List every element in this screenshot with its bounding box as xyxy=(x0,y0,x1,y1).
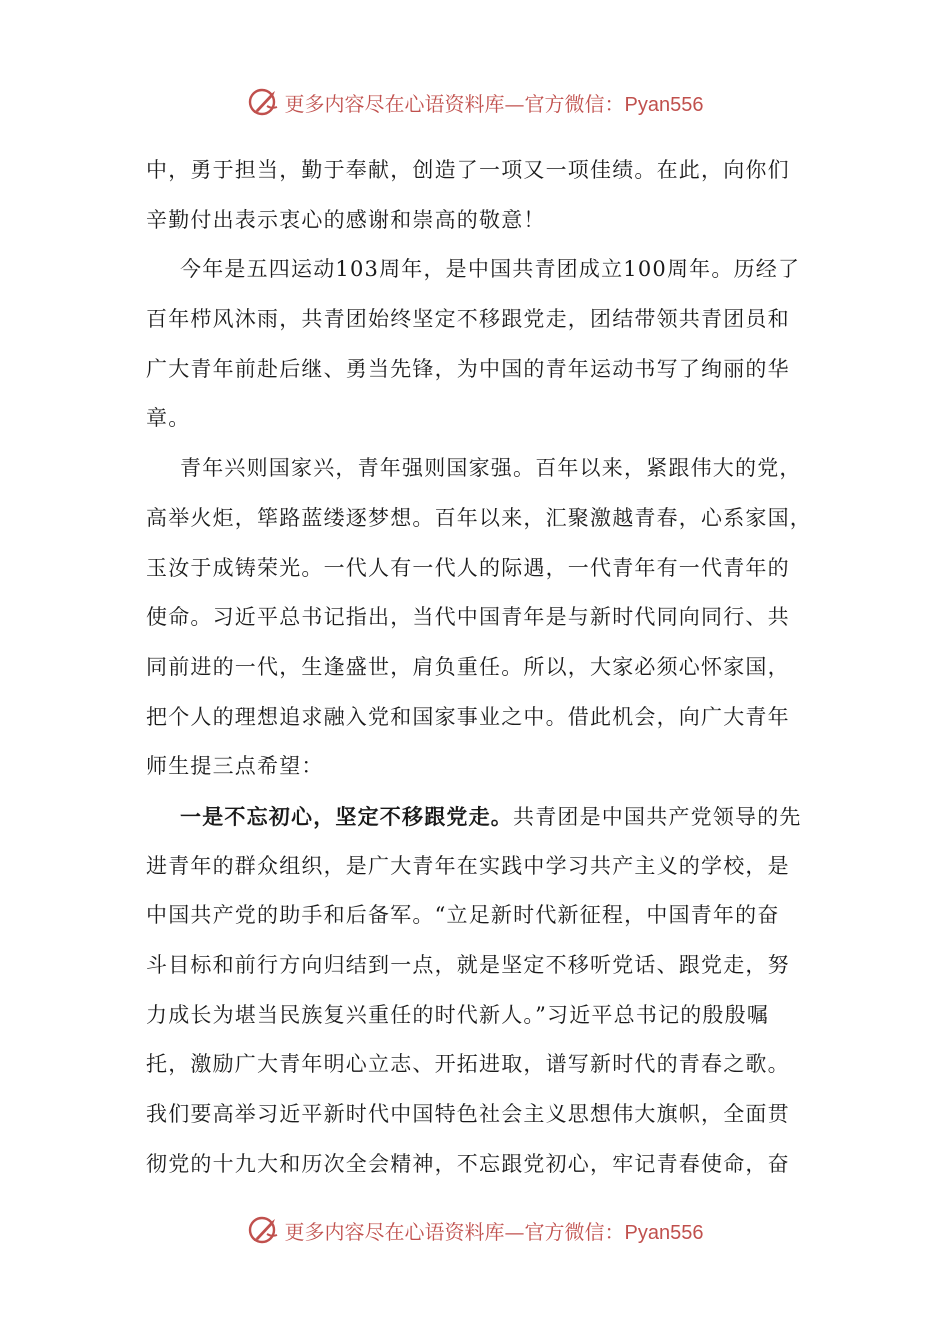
text-line xyxy=(146,991,806,1041)
line-text: 共青团是中国共产党领导的先 xyxy=(513,804,802,829)
text-line xyxy=(146,693,806,743)
line-text: 进青年的群众组织，是广大青年在实践中学习共产主义的学校，是 xyxy=(146,853,790,878)
text-line xyxy=(146,891,806,941)
line-text: 彻党的十九大和历次全会精神，不忘跟党初心，牢记青春使命，奋 xyxy=(146,1151,790,1176)
text-line xyxy=(146,842,806,892)
line-text: 斗目标和前行方向归结到一点，就是坚定不移听党话、跟党走，努 xyxy=(146,953,790,977)
text-line xyxy=(146,494,812,544)
text-line xyxy=(146,394,806,444)
header-wechat-id: Pyan556 xyxy=(624,93,704,116)
line-text: 我们要高举习近平新时代中国特色社会主义思想伟大旗帜，全面贯 xyxy=(146,1102,790,1127)
text-line xyxy=(146,792,806,842)
footer-banner-text xyxy=(285,1216,704,1245)
footer-banner-label: 更多内容尽在心语资料库—官方微信： xyxy=(284,1219,625,1244)
text-line xyxy=(146,295,806,345)
footer-banner xyxy=(0,1208,950,1252)
line-text: 师生提三点希望： xyxy=(146,754,324,779)
line-text: 同前进的一代，生逢盛世，肩负重任。所以，大家必须心怀家国， xyxy=(146,654,790,679)
header-banner-label: 更多内容尽在心语资料库—官方微信： xyxy=(284,91,625,116)
text-line xyxy=(146,742,806,792)
text-line xyxy=(146,146,806,196)
text-line xyxy=(146,1090,806,1140)
line-text: 使命。习近平总书记指出，当代中国青年是与新时代同向同行、共 xyxy=(146,605,790,630)
line-text: 今年是五四运动103周年，是中国共青团成立100周年。历经了 xyxy=(180,257,801,282)
footer-wechat-id: Pyan556 xyxy=(624,1221,704,1244)
pen-nib-logo-icon xyxy=(247,1213,281,1247)
text-line xyxy=(146,1140,806,1190)
pen-nib-logo-icon xyxy=(247,85,281,119)
line-text: 辛勤付出表示衷心的感谢和崇高的敬意！ xyxy=(146,207,546,232)
line-text: 青年兴则国家兴，青年强则国家强。百年以来，紧跟伟大的党， xyxy=(180,456,802,481)
text-line xyxy=(146,593,806,643)
line-text: 广大青年前赴后继、勇当先锋，为中国的青年运动书写了绚丽的华 xyxy=(146,356,790,381)
bold-lead-text: 一是不忘初心，坚定不移跟党走。 xyxy=(180,803,513,829)
line-text: 力成长为堪当民族复兴重任的时代新人。”习近平总书记的殷殷嘱 xyxy=(146,1002,770,1027)
line-text: 高举火炬，筚路蓝缕逐梦想。百年以来，汇聚激越青春，心系家国， xyxy=(146,505,812,530)
text-line xyxy=(146,245,806,295)
document-body xyxy=(146,146,812,1189)
header-banner-text xyxy=(285,88,704,117)
line-text: 把个人的理想追求融入党和国家事业之中。借此机会，向广大青年 xyxy=(146,704,790,729)
text-line xyxy=(146,345,806,395)
text-line xyxy=(146,444,806,494)
line-text: 百年栉风沐雨，共青团始终坚定不移跟党走，团结带领共青团员和 xyxy=(146,307,790,332)
text-line xyxy=(146,196,806,246)
line-text: 章。 xyxy=(146,406,191,431)
header-banner xyxy=(0,80,950,124)
text-line xyxy=(146,544,806,594)
text-line xyxy=(146,1040,806,1090)
line-text: 中，勇于担当，勤于奉献，创造了一项又一项佳绩。在此，向你们 xyxy=(146,158,790,182)
line-text: 玉汝于成铸荣光。一代人有一代人的际遇，一代青年有一代青年的 xyxy=(146,555,790,580)
text-line xyxy=(146,643,806,693)
line-text: 中国共产党的助手和后备军。“立足新时代新征程，中国青年的奋 xyxy=(146,903,780,928)
text-line xyxy=(146,941,806,991)
line-text: 托，激励广大青年明心立志、开拓进取，谱写新时代的青春之歌。 xyxy=(146,1052,790,1077)
